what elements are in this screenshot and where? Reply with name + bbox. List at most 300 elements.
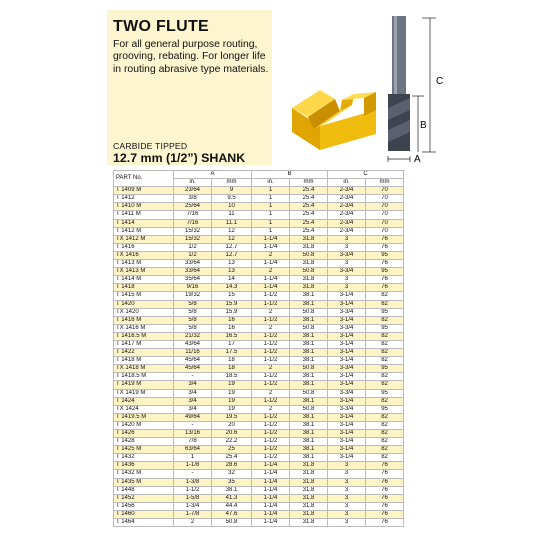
- a-mm-cell: 12: [212, 235, 252, 243]
- a-inch-cell: 3/4: [174, 405, 212, 413]
- b-inch-cell: 1-1/4: [252, 502, 290, 510]
- c-inch-cell: 3-1/4: [328, 430, 366, 438]
- c-inch-cell: 3: [328, 494, 366, 502]
- c-inch-cell: 3: [328, 276, 366, 284]
- c-inch-cell: 3-3/4: [328, 405, 366, 413]
- b-mm-cell: 31.8: [290, 502, 328, 510]
- a-mm-cell: 20: [212, 421, 252, 429]
- b-mm-cell: 50.8: [290, 365, 328, 373]
- part-number-cell: T 1460: [114, 510, 174, 518]
- part-number-cell: TX 1416: [114, 251, 174, 259]
- b-inch-cell: 1-1/4: [252, 284, 290, 292]
- a-inch-cell: 1/2: [174, 251, 212, 259]
- a-mm-cell: 10: [212, 203, 252, 211]
- c-inch-cell: 3: [328, 260, 366, 268]
- a-mm-cell: 38.1: [212, 486, 252, 494]
- table-row: [114, 349, 404, 357]
- a-mm-cell: 12.7: [212, 243, 252, 251]
- c-inch-cell: 2-3/4: [328, 211, 366, 219]
- a-inch-cell: 1: [174, 454, 212, 462]
- table-row: [114, 300, 404, 308]
- part-number-cell: T 1448: [114, 486, 174, 494]
- b-inch-cell: 1-1/2: [252, 421, 290, 429]
- b-inch-cell: 1-1/2: [252, 292, 290, 300]
- part-number-cell: T 1409 M: [114, 187, 174, 195]
- a-inch-cell: 33/64: [174, 260, 212, 268]
- b-inch-cell: 1-1/4: [252, 510, 290, 518]
- table-row: [114, 470, 404, 478]
- unit-header: in.: [328, 179, 366, 187]
- b-mm-cell: 31.8: [290, 486, 328, 494]
- shank-size: 12.7 mm (1/2”) SHANK: [113, 151, 246, 165]
- b-mm-cell: 50.8: [290, 389, 328, 397]
- c-mm-cell: 95: [366, 251, 404, 259]
- c-inch-cell: 3: [328, 478, 366, 486]
- b-inch-cell: 2: [252, 268, 290, 276]
- b-inch-cell: 1-1/2: [252, 381, 290, 389]
- table-row: [114, 219, 404, 227]
- table-row: [114, 227, 404, 235]
- part-number-cell: T 1412 M: [114, 227, 174, 235]
- part-number-cell: TX 1419 M: [114, 389, 174, 397]
- part-number-cell: T 1432 M: [114, 470, 174, 478]
- part-number-cell: T 1456: [114, 502, 174, 510]
- b-inch-cell: 1: [252, 211, 290, 219]
- product-title: TWO FLUTE: [113, 18, 210, 35]
- part-number-cell: T 1414 M: [114, 276, 174, 284]
- table-row: [114, 243, 404, 251]
- c-inch-cell: 3-1/4: [328, 413, 366, 421]
- a-mm-cell: 25: [212, 446, 252, 454]
- table-row: [114, 284, 404, 292]
- b-inch-cell: 1-1/2: [252, 454, 290, 462]
- c-inch-cell: 3-1/4: [328, 397, 366, 405]
- c-inch-cell: 3-1/4: [328, 373, 366, 381]
- b-mm-cell: 50.8: [290, 308, 328, 316]
- b-inch-cell: 1: [252, 195, 290, 203]
- c-mm-cell: 76: [366, 478, 404, 486]
- table-row: [114, 268, 404, 276]
- part-number-cell: TX 1416 M: [114, 324, 174, 332]
- part-number-cell: T 1420 M: [114, 421, 174, 429]
- a-mm-cell: 12: [212, 227, 252, 235]
- b-inch-cell: 1-1/2: [252, 430, 290, 438]
- b-mm-cell: 25.4: [290, 219, 328, 227]
- a-inch-cell: 7/16: [174, 219, 212, 227]
- a-inch-cell: 1-7/8: [174, 510, 212, 518]
- c-inch-cell: 3-1/4: [328, 332, 366, 340]
- a-inch-cell: 21/32: [174, 332, 212, 340]
- part-number-cell: T 1414: [114, 219, 174, 227]
- a-inch-cell: 1-3/4: [174, 502, 212, 510]
- a-inch-cell: 1/2: [174, 243, 212, 251]
- a-mm-cell: 9.5: [212, 195, 252, 203]
- a-inch-cell: 5/8: [174, 300, 212, 308]
- b-mm-cell: 38.1: [290, 292, 328, 300]
- a-inch-cell: 3/4: [174, 381, 212, 389]
- table-row: [114, 510, 404, 518]
- c-mm-cell: 82: [366, 340, 404, 348]
- a-inch-cell: 15/32: [174, 235, 212, 243]
- a-mm-cell: 15.9: [212, 308, 252, 316]
- a-inch-cell: 63/64: [174, 446, 212, 454]
- a-mm-cell: 19: [212, 397, 252, 405]
- c-mm-cell: 82: [366, 316, 404, 324]
- b-mm-cell: 38.1: [290, 454, 328, 462]
- table-row: [114, 324, 404, 332]
- table-row: [114, 454, 404, 462]
- c-mm-cell: 76: [366, 235, 404, 243]
- b-mm-cell: 25.4: [290, 227, 328, 235]
- c-inch-cell: 3: [328, 462, 366, 470]
- c-mm-cell: 70: [366, 211, 404, 219]
- router-bit-illustration: [290, 12, 450, 162]
- a-mm-cell: 16: [212, 316, 252, 324]
- part-number-cell: T 1412: [114, 195, 174, 203]
- a-mm-cell: 20.6: [212, 430, 252, 438]
- c-mm-cell: 76: [366, 243, 404, 251]
- b-mm-cell: 38.1: [290, 430, 328, 438]
- a-inch-cell: 5/8: [174, 316, 212, 324]
- c-mm-cell: 95: [366, 405, 404, 413]
- a-mm-cell: 11: [212, 211, 252, 219]
- table-row: [114, 446, 404, 454]
- table-row: [114, 251, 404, 259]
- a-mm-cell: 19: [212, 389, 252, 397]
- c-inch-cell: 3-1/4: [328, 300, 366, 308]
- c-inch-cell: 3-1/4: [328, 446, 366, 454]
- table-row: [114, 478, 404, 486]
- b-mm-cell: 50.8: [290, 251, 328, 259]
- a-mm-cell: 44.4: [212, 502, 252, 510]
- part-number-cell: T 1428: [114, 438, 174, 446]
- part-number-cell: T 1419.5 M: [114, 413, 174, 421]
- a-mm-cell: 47.6: [212, 510, 252, 518]
- a-inch-cell: 49/64: [174, 413, 212, 421]
- b-mm-cell: 38.1: [290, 381, 328, 389]
- b-inch-cell: 1-1/2: [252, 349, 290, 357]
- c-mm-cell: 76: [366, 510, 404, 518]
- b-mm-cell: 31.8: [290, 470, 328, 478]
- c-inch-cell: 3-1/4: [328, 438, 366, 446]
- a-inch-cell: 5/8: [174, 308, 212, 316]
- b-inch-cell: 2: [252, 308, 290, 316]
- a-inch-cell: 45/64: [174, 357, 212, 365]
- b-mm-cell: 38.1: [290, 332, 328, 340]
- part-number-cell: T 1424: [114, 397, 174, 405]
- a-inch-cell: 19/32: [174, 292, 212, 300]
- c-mm-cell: 82: [366, 454, 404, 462]
- a-inch-cell: 15/32: [174, 227, 212, 235]
- a-mm-cell: 35: [212, 478, 252, 486]
- b-mm-cell: 25.4: [290, 187, 328, 195]
- b-inch-cell: 1: [252, 203, 290, 211]
- a-mm-cell: 17: [212, 340, 252, 348]
- c-inch-cell: 3: [328, 235, 366, 243]
- table-row: [114, 365, 404, 373]
- c-inch-cell: 2-3/4: [328, 203, 366, 211]
- a-inch-cell: 45/64: [174, 365, 212, 373]
- a-mm-cell: 13: [212, 260, 252, 268]
- c-mm-cell: 76: [366, 494, 404, 502]
- c-inch-cell: 3-3/4: [328, 251, 366, 259]
- table-row: [114, 260, 404, 268]
- a-inch-cell: 33/64: [174, 268, 212, 276]
- table-row: [114, 430, 404, 438]
- group-c-header: C: [328, 171, 404, 179]
- c-inch-cell: 2-3/4: [328, 227, 366, 235]
- a-inch-cell: 1-1/2: [174, 486, 212, 494]
- workpiece-block: [292, 90, 376, 150]
- c-mm-cell: 82: [366, 446, 404, 454]
- part-number-cell: T 1464: [114, 519, 174, 527]
- b-mm-cell: 31.8: [290, 260, 328, 268]
- c-inch-cell: 3-3/4: [328, 389, 366, 397]
- a-mm-cell: 18.5: [212, 373, 252, 381]
- a-inch-cell: 1-3/8: [174, 478, 212, 486]
- c-inch-cell: 3-1/4: [328, 421, 366, 429]
- b-inch-cell: 2: [252, 324, 290, 332]
- b-inch-cell: 1-1/4: [252, 486, 290, 494]
- b-mm-cell: 31.8: [290, 494, 328, 502]
- part-number-cell: T 1416: [114, 243, 174, 251]
- c-inch-cell: 2-3/4: [328, 187, 366, 195]
- c-mm-cell: 76: [366, 462, 404, 470]
- b-mm-cell: 38.1: [290, 340, 328, 348]
- group-b-header: B: [252, 171, 328, 179]
- part-number-cell: T 1418: [114, 284, 174, 292]
- c-mm-cell: 82: [366, 292, 404, 300]
- a-mm-cell: 15: [212, 292, 252, 300]
- a-mm-cell: 19.5: [212, 413, 252, 421]
- c-inch-cell: 3: [328, 510, 366, 518]
- part-number-header: PART No.: [114, 171, 174, 187]
- a-mm-cell: 32: [212, 470, 252, 478]
- unit-header: in.: [174, 179, 212, 187]
- table-row: [114, 203, 404, 211]
- table-row: [114, 292, 404, 300]
- table-row: [114, 332, 404, 340]
- b-inch-cell: 1-1/2: [252, 340, 290, 348]
- b-inch-cell: 1-1/2: [252, 316, 290, 324]
- a-mm-cell: 50.8: [212, 519, 252, 527]
- c-inch-cell: 2-3/4: [328, 219, 366, 227]
- table-row: [114, 405, 404, 413]
- c-inch-cell: 3-3/4: [328, 324, 366, 332]
- a-mm-cell: 16: [212, 324, 252, 332]
- b-inch-cell: 1-1/4: [252, 462, 290, 470]
- c-mm-cell: 70: [366, 187, 404, 195]
- table-row: [114, 502, 404, 510]
- part-number-cell: T 1419 M: [114, 381, 174, 389]
- part-number-cell: T 1418.5 M: [114, 373, 174, 381]
- table-row: [114, 357, 404, 365]
- a-inch-cell: 7/8: [174, 438, 212, 446]
- c-mm-cell: 82: [366, 349, 404, 357]
- a-inch-cell: 3/4: [174, 389, 212, 397]
- a-mm-cell: 11.1: [212, 219, 252, 227]
- c-inch-cell: 3-3/4: [328, 365, 366, 373]
- c-mm-cell: 82: [366, 373, 404, 381]
- c-inch-cell: 3-3/4: [328, 308, 366, 316]
- b-inch-cell: 1-1/2: [252, 300, 290, 308]
- c-mm-cell: 82: [366, 381, 404, 389]
- c-inch-cell: 3-1/4: [328, 340, 366, 348]
- b-mm-cell: 50.8: [290, 324, 328, 332]
- unit-header: in.: [252, 179, 290, 187]
- c-inch-cell: 3: [328, 486, 366, 494]
- c-inch-cell: 3-1/4: [328, 316, 366, 324]
- table-row: [114, 494, 404, 502]
- c-inch-cell: 3-1/4: [328, 357, 366, 365]
- c-inch-cell: 3-1/4: [328, 381, 366, 389]
- part-number-cell: T 1411 M: [114, 211, 174, 219]
- material-subtitle: CARBIDE TIPPED: [113, 141, 188, 151]
- table-row: [114, 486, 404, 494]
- table-row: [114, 389, 404, 397]
- part-number-cell: T 1418 M: [114, 357, 174, 365]
- c-inch-cell: 3-1/4: [328, 292, 366, 300]
- b-inch-cell: 1-1/4: [252, 470, 290, 478]
- b-mm-cell: 31.8: [290, 243, 328, 251]
- c-inch-cell: 3-1/4: [328, 454, 366, 462]
- b-inch-cell: 1-1/4: [252, 235, 290, 243]
- part-number-cell: TX 1412 M: [114, 235, 174, 243]
- a-inch-cell: 11/16: [174, 349, 212, 357]
- b-inch-cell: 2: [252, 405, 290, 413]
- c-mm-cell: 82: [366, 357, 404, 365]
- group-a-header: A: [174, 171, 252, 179]
- b-inch-cell: 2: [252, 251, 290, 259]
- b-mm-cell: 38.1: [290, 316, 328, 324]
- b-inch-cell: 1-1/2: [252, 438, 290, 446]
- c-inch-cell: 3: [328, 284, 366, 292]
- c-mm-cell: 82: [366, 300, 404, 308]
- a-mm-cell: 16.5: [212, 332, 252, 340]
- c-mm-cell: 76: [366, 260, 404, 268]
- part-number-cell: T 1436: [114, 462, 174, 470]
- b-inch-cell: 1: [252, 187, 290, 195]
- a-mm-cell: 19: [212, 381, 252, 389]
- a-inch-cell: 3/4: [174, 397, 212, 405]
- a-inch-cell: 1-5/8: [174, 494, 212, 502]
- c-inch-cell: 3: [328, 519, 366, 527]
- b-inch-cell: 2: [252, 365, 290, 373]
- a-mm-cell: 41.3: [212, 494, 252, 502]
- table-row: [114, 316, 404, 324]
- b-mm-cell: 31.8: [290, 284, 328, 292]
- table-row: [114, 413, 404, 421]
- part-number-cell: T 1416 M: [114, 316, 174, 324]
- b-mm-cell: 31.8: [290, 510, 328, 518]
- part-number-cell: TX 1424: [114, 405, 174, 413]
- part-number-cell: TX 1420: [114, 308, 174, 316]
- b-mm-cell: 31.8: [290, 519, 328, 527]
- b-mm-cell: 38.1: [290, 446, 328, 454]
- a-mm-cell: 13: [212, 268, 252, 276]
- part-number-cell: T 1420: [114, 300, 174, 308]
- a-inch-cell: 43/64: [174, 340, 212, 348]
- c-mm-cell: 82: [366, 397, 404, 405]
- c-mm-cell: 76: [366, 470, 404, 478]
- dimension-label-b: B: [420, 120, 427, 131]
- b-inch-cell: 1-1/2: [252, 332, 290, 340]
- b-inch-cell: 1: [252, 227, 290, 235]
- part-number-cell: T 1415 M: [114, 292, 174, 300]
- a-mm-cell: 18: [212, 365, 252, 373]
- a-inch-cell: 2: [174, 519, 212, 527]
- dimensions-table: [113, 170, 404, 527]
- b-inch-cell: 1-1/4: [252, 478, 290, 486]
- b-mm-cell: 31.8: [290, 462, 328, 470]
- a-mm-cell: 25.4: [212, 454, 252, 462]
- a-inch-cell: -: [174, 421, 212, 429]
- part-number-cell: TX 1418 M: [114, 365, 174, 373]
- unit-header: mm: [366, 179, 404, 187]
- table-row: [114, 195, 404, 203]
- c-mm-cell: 95: [366, 308, 404, 316]
- a-mm-cell: 22.2: [212, 438, 252, 446]
- c-mm-cell: 76: [366, 502, 404, 510]
- c-mm-cell: 95: [366, 268, 404, 276]
- b-inch-cell: 1-1/4: [252, 260, 290, 268]
- part-number-cell: T 1413 M: [114, 260, 174, 268]
- b-mm-cell: 31.8: [290, 276, 328, 284]
- table-row: [114, 276, 404, 284]
- a-inch-cell: -: [174, 470, 212, 478]
- a-mm-cell: 28.6: [212, 462, 252, 470]
- b-inch-cell: 1-1/4: [252, 494, 290, 502]
- a-inch-cell: 3/8: [174, 195, 212, 203]
- c-mm-cell: 82: [366, 332, 404, 340]
- c-mm-cell: 82: [366, 413, 404, 421]
- table-row: [114, 397, 404, 405]
- part-number-cell: T 1410 M: [114, 203, 174, 211]
- c-mm-cell: 82: [366, 438, 404, 446]
- c-mm-cell: 95: [366, 324, 404, 332]
- a-mm-cell: 12.7: [212, 251, 252, 259]
- b-inch-cell: 2: [252, 389, 290, 397]
- table-body: [114, 187, 404, 527]
- table-row: [114, 187, 404, 195]
- b-mm-cell: 50.8: [290, 268, 328, 276]
- part-number-cell: T 1417 M: [114, 340, 174, 348]
- a-inch-cell: 25/64: [174, 203, 212, 211]
- part-number-cell: T 1435 M: [114, 478, 174, 486]
- a-mm-cell: 19: [212, 405, 252, 413]
- b-mm-cell: 25.4: [290, 195, 328, 203]
- dimension-label-a: A: [414, 154, 421, 162]
- a-inch-cell: 35/64: [174, 276, 212, 284]
- table-row: [114, 462, 404, 470]
- a-mm-cell: 14: [212, 276, 252, 284]
- part-number-cell: T 1452: [114, 494, 174, 502]
- b-mm-cell: 38.1: [290, 397, 328, 405]
- b-mm-cell: 31.8: [290, 235, 328, 243]
- a-mm-cell: 17.5: [212, 349, 252, 357]
- c-inch-cell: 3-3/4: [328, 268, 366, 276]
- b-mm-cell: 38.1: [290, 349, 328, 357]
- a-mm-cell: 14.3: [212, 284, 252, 292]
- b-inch-cell: 1-1/2: [252, 373, 290, 381]
- c-inch-cell: 3: [328, 243, 366, 251]
- b-mm-cell: 31.8: [290, 478, 328, 486]
- c-mm-cell: 70: [366, 227, 404, 235]
- a-mm-cell: 18: [212, 357, 252, 365]
- c-inch-cell: 2-3/4: [328, 195, 366, 203]
- c-mm-cell: 70: [366, 219, 404, 227]
- dimension-label-c: C: [436, 76, 444, 87]
